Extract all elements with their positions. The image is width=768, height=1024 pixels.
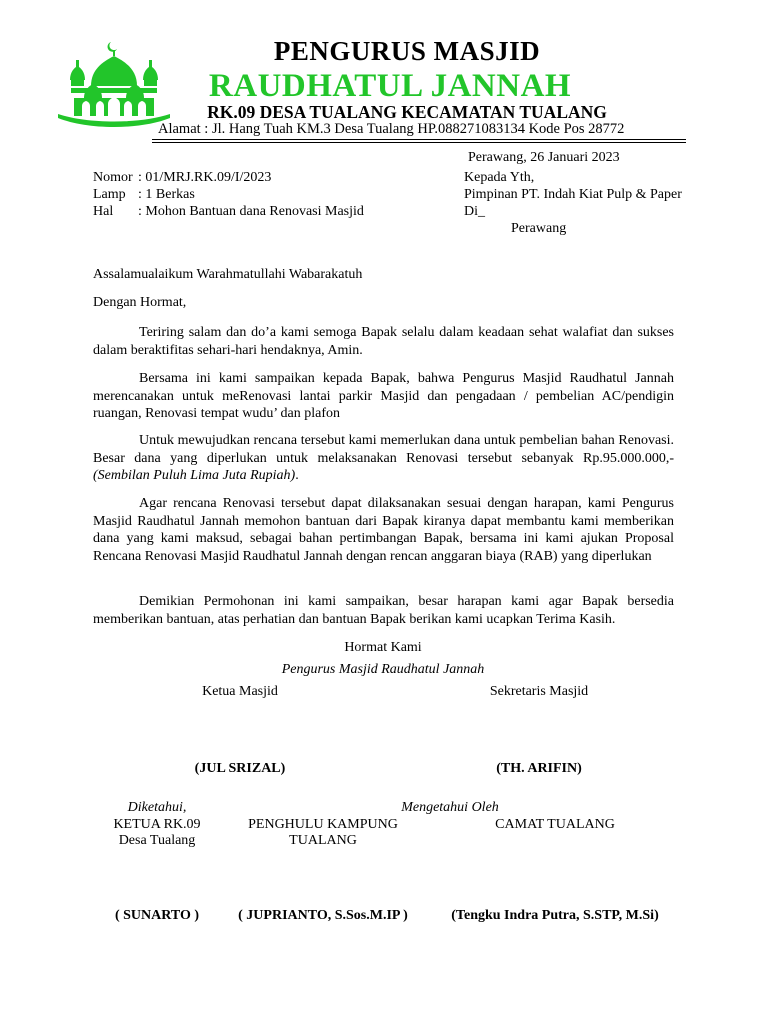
org-name: RAUDHATUL JANNAH <box>208 68 572 104</box>
closing-hormat: Hormat Kami <box>344 640 422 655</box>
ack-col3-line1: CAMAT TUALANG <box>495 817 615 832</box>
paragraph-1: Teriring salam dan do’a kami semoga Bapak selalu dalam keadaan sehat walafiat dan sukses dalam beraktifitas sehari-hari hendaknya, Amin. <box>93 325 674 358</box>
paragraph-4: Agar rencana Renovasi tersebut dapat dilaksanakan sesuai dengan harapan, kami Pengurus Masjid Raudhatul Jannah memohon bantuan dari Bapak kiranya dapat membantu kami memberikan dana yang kami maksud, sebagai bahan pertimbangan Bapak, bersama ini kami ajukan Proposal Rencana Renovasi Masjid Raudhatul Jannah dengan rencan anggaran biaya (RAB) yang diperlukan <box>93 496 674 564</box>
org-address: Alamat : Jl. Hang Tuah KM.3 Desa Tualang HP.088271083134 Kode Pos 28772 <box>158 121 625 137</box>
ack-col1-line2: Desa Tualang <box>118 833 196 848</box>
paragraph-3 <box>93 432 674 485</box>
hal-value: : Mohon Bantuan dana Renovasi Masjid <box>138 204 364 219</box>
org-title: PENGURUS MASJID <box>273 36 541 66</box>
org-subtitle: RK.09 DESA TUALANG KECAMATAN TUALANG <box>207 102 607 122</box>
paragraph-3-end: . <box>295 468 299 483</box>
ack-col2-line1: PENGHULU KAMPUNG <box>248 817 398 832</box>
ack-col2-line2: TUALANG <box>289 833 357 848</box>
place-date: Perawang, 26 Januari 2023 <box>468 150 620 165</box>
letterhead-divider-thin <box>152 142 686 143</box>
paragraph-2: Bersama ini kami sampaikan kepada Bapak, bahwa Pengurus Masjid Raudhatul Jannah merencanakan untuk meRenovasi lantai parkir Masjid dan pengadaan / pembelian AC/pendigin ruangan, Renovasi tempat wudu’ dan plafon <box>93 371 674 421</box>
signatory-camat: (Tengku Indra Putra, S.STP, M.Si) <box>451 908 659 923</box>
signatory-sekretaris: (TH. ARIFIN) <box>496 761 582 776</box>
paragraph-5: Demikian Permohonan ini kami sampaikan, besar harapan kami agar Bapak bersedia memberikan bantuan, atas perhatian dan bantuan Bapak berikan kami ucapkan Terima Kasih. <box>93 594 674 627</box>
nomor-value: : 01/MRJ.RK.09/I/2023 <box>138 170 272 185</box>
paragraph-3-amount-words: (Sembilan Puluh Lima Juta Rupiah) <box>93 468 296 483</box>
recipient-line4: Perawang <box>511 221 567 236</box>
recipient-line2: Pimpinan PT. Indah Kiat Pulp & Paper <box>464 187 682 202</box>
letterhead-divider <box>152 139 686 140</box>
role-ketua: Ketua Masjid <box>202 684 278 699</box>
signatory-penghulu: ( JUPRIANTO, S.Sos.M.IP ) <box>238 908 408 923</box>
ack-col1-line1: KETUA RK.09 <box>113 817 201 832</box>
salutation: Dengan Hormat, <box>93 295 187 310</box>
recipient-line1: Kepada Yth, <box>464 170 535 185</box>
role-sekretaris: Sekretaris Masjid <box>489 684 589 699</box>
closing-org: Pengurus Masjid Raudhatul Jannah <box>281 662 485 677</box>
mengetahui-label: Mengetahui Oleh <box>401 800 499 815</box>
signatory-rk: ( SUNARTO ) <box>114 908 200 923</box>
greeting: Assalamualaikum Warahmatullahi Wabarakatuh <box>93 267 363 282</box>
paragraph-3-main: Untuk mewujudkan rencana tersebut kami memerlukan dana untuk pembelian bahan Renovasi. Besar dana yang diperlukan untuk melaksanakan Renovasi tersebut sebanyak Rp.95.000.000,- <box>93 433 674 466</box>
signatory-ketua: (JUL SRIZAL) <box>194 761 286 776</box>
diketahui-label: Diketahui, <box>127 800 187 815</box>
nomor-label: Nomor <box>93 170 133 185</box>
lamp-value: : 1 Berkas <box>138 187 195 202</box>
lamp-label: Lamp <box>93 187 126 202</box>
hal-label: Hal <box>93 204 114 219</box>
recipient-line3: Di_ <box>464 204 485 219</box>
